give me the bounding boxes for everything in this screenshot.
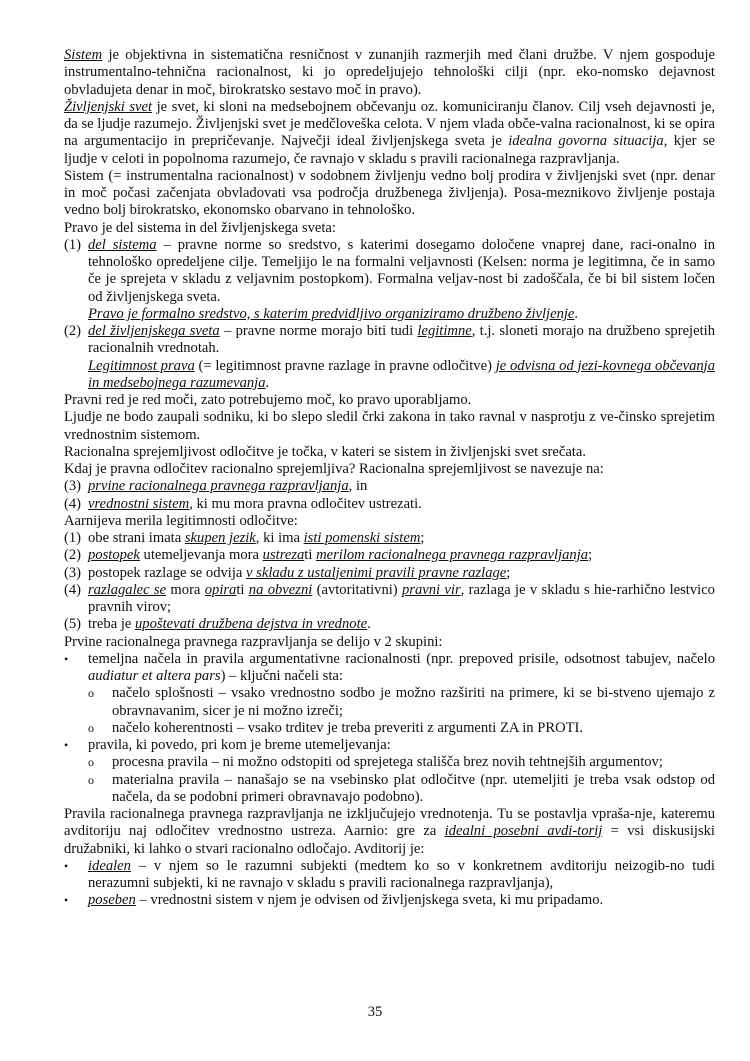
circle-bullet-icon: o bbox=[88, 755, 94, 770]
item-label: (1) bbox=[64, 236, 82, 253]
paragraph-avditorij: Pravila racionalnega pravnega razpravljanja ne izključujejo vrednotenja. Tu se postavlja vpraša-nje, kateremu avditoriju naj odločitev vrednostno ustreza. Aarnio: gre za idealni posebni avdi-torij = vsi diskusijski družabniki, ki lahko o stvari racionalno odločajo. Avditorij je: bbox=[64, 806, 715, 857]
document-page bbox=[64, 47, 715, 910]
term-idealna-govorna-situacija: idealna govorna situacija bbox=[508, 133, 664, 150]
bullet-item-temeljna-nacela: • temeljna načela in pravila argumentativne racionalnosti (npr. prepoved prisile, odsotnost tabujev, načelo audiatur et altera pars) – ključni načeli sta: bbox=[64, 650, 715, 684]
bullet-icon: • bbox=[64, 858, 69, 873]
numbered-item-2: (2) del življenjskega sveta – pravne norme morajo biti tudi legitimne, t.j. sloneti morajo na družbeno sprejetih racionalnih vrednotah. Legitimnost prava (= legitimnost pravne razlage in pravne odločitve) je odvisna od jezi-kovnega občevanja in medsebojnega razumevanja. bbox=[64, 323, 716, 391]
criterion-3: (3) postopek razlage se odvija v skladu z ustaljenimi pravili pravne razlage; bbox=[64, 564, 511, 581]
paragraph-prvine: Prvine racionalnega pravnega razpravljanja se delijo v 2 skupini: bbox=[64, 633, 443, 650]
paragraph-aarnijeva-merila: Aarnijeva merila legitimnosti odločitve: bbox=[64, 512, 298, 529]
circle-bullet-icon: o bbox=[88, 720, 94, 735]
paragraph-sistem: Sistem je objektivna in sistematična resničnost v zunanjih razmerjih med člani družbe. V njem gospoduje instrumentalno-tehnična racionalnost, ki jo opredeljujejo tehnološki cilji (npr. eko-nomsko dejavnost obvladujeta denar in moč, birokratsko sestavo moč in pravo). bbox=[64, 47, 715, 98]
criterion-1: (1) obe strani imata skupen jezik, ki ima isti pomenski sistem; bbox=[64, 530, 425, 546]
sub-item-procesna: o procesna pravila – ni možno odstopiti od sprejetega stališča brez novih tehtnejših argumentov; bbox=[88, 754, 663, 771]
criterion-4: (4) razlagalec se mora opirati na obvezni (avtoritativni) pravni vir, razlaga je v skladu s hie-rarhično lestvico pravnih virov; bbox=[64, 581, 715, 615]
bullet-item-idealen: • idealen – v njem so le razumni subjekti (medtem ko so v konkretnem avditoriju neizogib-no tudi nerazumni subjekti, ki ne ravnajo v skladu s pravili racionalnega razpravljanja), bbox=[64, 857, 715, 891]
page-number: 35 bbox=[367, 1004, 383, 1020]
numbered-item-3: (3) prvine racionalnega pravnega razpravljanja, in bbox=[64, 478, 368, 495]
paragraph-racionalna-sprejemljivost: Racionalna sprejemljivost odločitve je točka, v kateri se sistem in življenjski svet srečata. bbox=[64, 443, 586, 460]
paragraph-zivljenjski-svet: Življenjski svet je svet, ki sloni na medsebojnem občevanju oz. komuniciranju članov. Cilj vseh dejavnosti je, da se ljudje razumejo. Življenjski svet je medčloveška celota. V njem vlada obče-valna racionalnost, ki se opira na argumentacijo in prepričevanje. Največji ideal življenjskega sveta je idealna govorna situacija, kjer se ljudje v celoti in popolnoma razumejo, če ravnajo v skladu s pravili racionalnega razpravljanja. bbox=[64, 98, 715, 167]
bullet-item-pravila: • pravila, ki povedo, pri kom je breme utemeljevanja: bbox=[64, 737, 391, 753]
bullet-icon: • bbox=[64, 893, 69, 908]
term-zivljenjski-svet: Življenjski svet bbox=[64, 98, 153, 115]
numbered-item-4: (4) vrednostni sistem, ki mu mora pravna odločitev ustrezati. bbox=[64, 495, 422, 512]
criterion-5: (5) treba je upoštevati družbena dejstva in vrednote. bbox=[64, 616, 371, 633]
circle-bullet-icon: o bbox=[88, 686, 94, 701]
sub-item-koherentnost: o načelo koherentnosti – vsako trditev je treba preveriti z argumenti ZA in PROTI. bbox=[88, 719, 584, 736]
item-label: (2) bbox=[64, 323, 82, 339]
paragraph-pravni-red: Pravni red je red moči, zato potrebujemo moč, ko pravo uporabljamo. bbox=[64, 392, 472, 408]
paragraph-ljudje: Ljudje ne bodo zaupali sodniku, ki bo slepo sledil črki zakona in tako ravnal v nasprotju z ve-činsko sprejetim vrednostnim sistemom. bbox=[64, 409, 715, 443]
bullet-icon: • bbox=[64, 738, 69, 752]
bullet-item-poseben: • poseben – vrednostni sistem v njem je odvisen od življenjskega sveta, ki mu pripadamo. bbox=[64, 892, 604, 909]
circle-bullet-icon: o bbox=[88, 772, 94, 787]
numbered-item-1: (1) del sistema – pravne norme so sredstvo, s katerimi dosegamo določene vnaprej dane, raci-onalno in tehnološko opredeljene cilje. Temeljijo le na formalni veljavnosti (Kelsen: norma je legitimna, če in samo če je sprejeta v skladu z veljavnim postopkom). Formalna veljav-nost bi zadoščala, če bi bil sistem ločen od življenjskega sveta. Pravo je formalno sredstvo, s katerim predvidljivo organiziramo družbeno življenje. bbox=[64, 236, 716, 322]
paragraph-sistem-prodira: Sistem (= instrumentalna racionalnost) v sodobnem življenju vedno bolj prodira v življenjski svet (npr. denar in moč počasi začenjata obvladovati vsa področja družbenega življenja). Posa-meznikovo življenje postaja vedno bolj birokratsko, ekonomsko obarvano in tehnološko. bbox=[64, 167, 715, 219]
paragraph-kdaj: Kdaj je pravna odločitev racionalno sprejemljiva? Racionalna sprejemljivost se navezuje na: bbox=[64, 461, 604, 477]
criterion-2: (2) postopek utemeljevanja mora ustrezati merilom racionalnega pravnega razpravljanja; bbox=[64, 547, 593, 564]
paragraph-pravo-del: Pravo je del sistema in del življenjskega sveta: bbox=[64, 219, 336, 236]
sub-item-splosnost: o načelo splošnosti – vsako vrednostno sodbo je možno razširiti na primere, ki se bi-stveno ujemajo z obravnavanim, sicer je ni možno izreči; bbox=[88, 685, 715, 719]
bullet-icon: • bbox=[64, 651, 69, 666]
term-sistem: Sistem bbox=[64, 47, 103, 63]
sub-item-materialna: o materialna pravila – nanašajo se na vsebinsko plat odločitve (npr. utemeljiti je treba vsak odstop od načela, da se podobni primeri obravnavajo podobno). bbox=[88, 771, 715, 805]
